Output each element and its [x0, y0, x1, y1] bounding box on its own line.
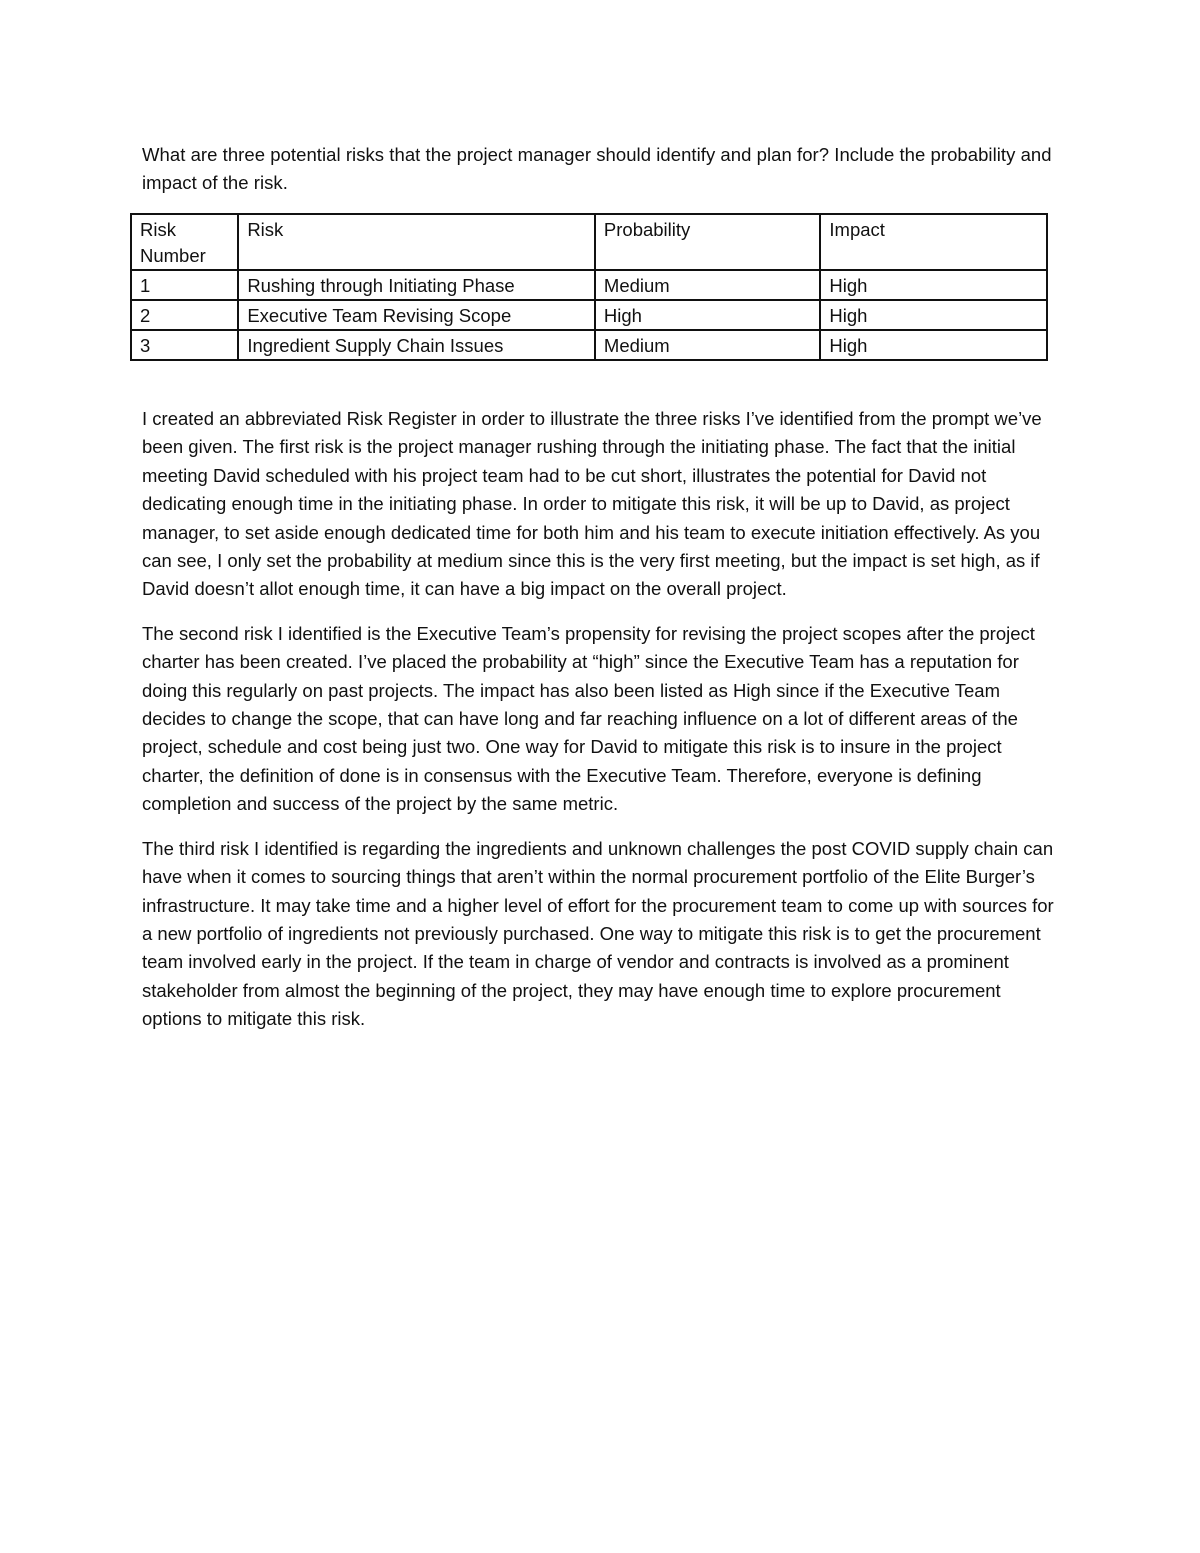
table-row	[131, 330, 1047, 360]
table-header-row	[131, 214, 1047, 270]
cell-risk-number: 3	[131, 330, 238, 360]
header-probability: Probability	[595, 214, 821, 270]
header-risk-number: Risk Number	[131, 214, 238, 270]
cell-probability: Medium	[595, 330, 821, 360]
risk-register-table	[130, 213, 1048, 361]
header-risk: Risk	[238, 214, 595, 270]
paragraph-first-risk: I created an abbreviated Risk Register in order to illustrate the three risks I’ve identified from the prompt we’ve been given. The first risk is the project manager rushing through the initiating phase. The fact that the initial meeting David scheduled with his project team had to be cut short, illustrates the potential for David not dedicating enough time in the initiating phase. In order to mitigate this risk, it will be up to David, as project manager, to set aside enough dedicated time for both him and his team to execute initiation effectively. As you can see, I only set the probability at medium since this is the very first meeting, but the impact is set high, as if David doesn’t allot enough time, it can have a big impact on the overall project.	[142, 408, 1042, 600]
cell-risk: Executive Team Revising Scope	[238, 300, 595, 330]
body-text	[142, 405, 1062, 1034]
question-text: What are three potential risks that the project manager should identify and plan for? Include the probability and impact of the risk.	[142, 144, 1052, 193]
cell-risk-number: 1	[131, 270, 238, 300]
cell-probability: High	[595, 300, 821, 330]
paragraph-second-risk: The second risk I identified is the Executive Team’s propensity for revising the project scopes after the project charter has been created. I’ve placed the probability at “high” since the Executive Team has a reputation for doing this regularly on past projects. The impact has also been listed as High since if the Executive Team decides to change the scope, that can have long and far reaching influence on a lot of different areas of the project, schedule and cost being just two. One way for David to mitigate this risk is to insure in the project charter, the definition of done is in consensus with the Executive Team. Therefore, everyone is defining completion and success of the project by the same metric.	[142, 622, 1035, 815]
document-page	[142, 141, 1062, 1050]
table-row	[131, 300, 1047, 330]
cell-risk-number: 2	[131, 300, 238, 330]
paragraph-third-risk: The third risk I identified is regarding the ingredients and unknown challenges the post COVID supply chain can have when it comes to sourcing things that aren’t within the normal procurement portfolio of the Elite Burger’s infrastructure. It may take time and a higher level of effort for the procurement team to come up with sources for a new portfolio of ingredients not previously purchased. One way to mitigate this risk is to get the procurement team involved early in the project. If the team in charge of vendor and contracts is involved as a prominent stakeholder from almost the beginning of the project, they may have enough time to explore procurement options to mitigate this risk.	[142, 837, 1054, 1030]
cell-impact: High	[820, 300, 1047, 330]
cell-impact: High	[820, 330, 1047, 360]
cell-probability: Medium	[595, 270, 821, 300]
header-impact: Impact	[820, 214, 1047, 270]
cell-impact: High	[820, 270, 1047, 300]
cell-risk: Ingredient Supply Chain Issues	[238, 330, 595, 360]
cell-risk: Rushing through Initiating Phase	[238, 270, 595, 300]
table-row	[131, 270, 1047, 300]
